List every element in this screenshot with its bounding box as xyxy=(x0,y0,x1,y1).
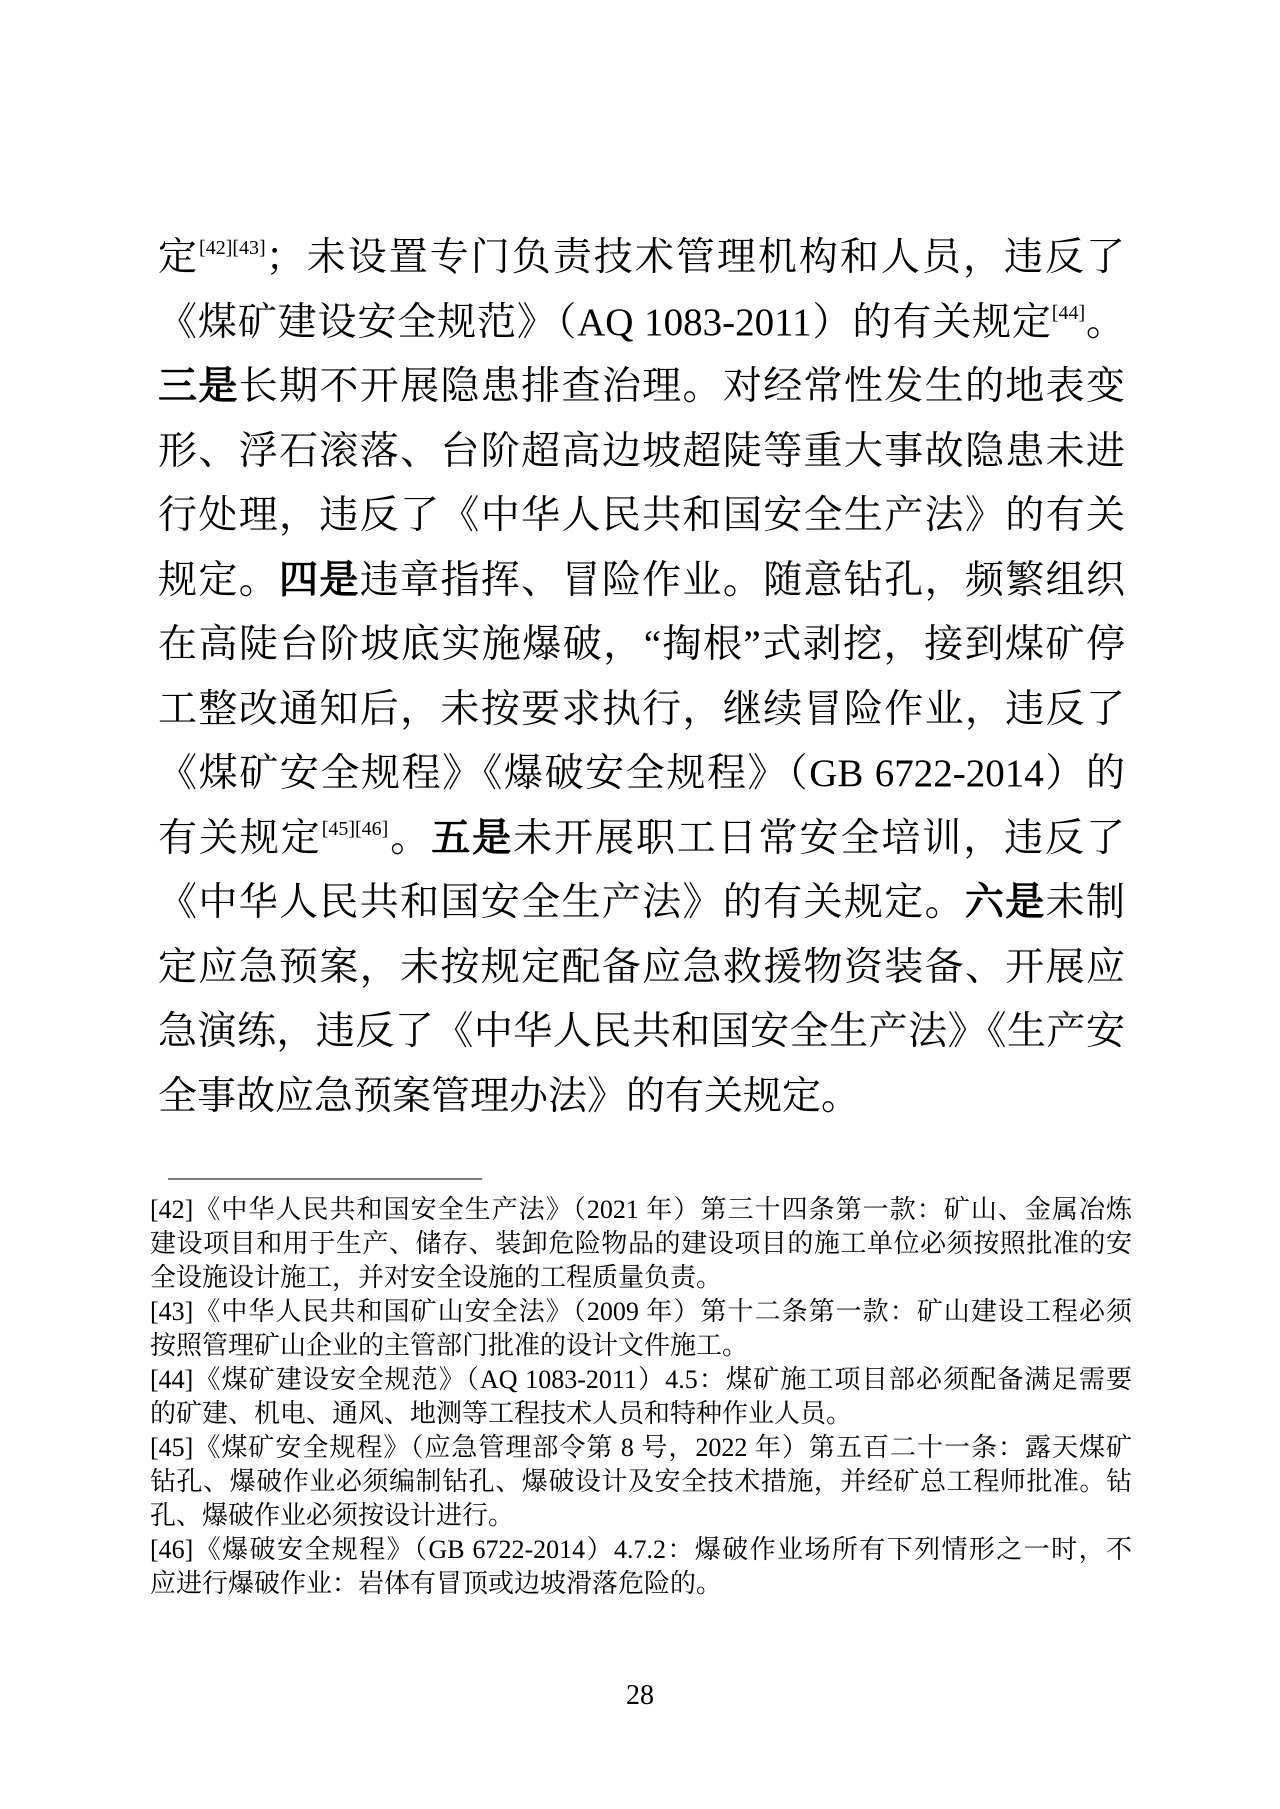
body-text-run: 《中华人民共和国安全生产法》的有关规定。 xyxy=(158,881,965,924)
body-emphasis: 五是 xyxy=(431,816,514,860)
footnote-line: 孔、爆破作业必须按设计进行。 xyxy=(150,1501,515,1530)
body-text-run: 长期不开展隐患排查治理。对经常性发生的地表变 xyxy=(238,365,1125,408)
body-line xyxy=(158,613,1125,678)
footnote-line: 应进行爆破作业：岩体有冒顶或边坡滑落危险的。 xyxy=(150,1569,723,1598)
footnote-line: 的矿建、机电、通风、地测等工程技术人员和特种作业人员。 xyxy=(150,1399,853,1428)
body-line xyxy=(158,1065,1125,1130)
body-line xyxy=(158,1000,1125,1065)
footnote-line: 全设施设计施工，并对安全设施的工程质量负责。 xyxy=(150,1263,723,1292)
body-line xyxy=(158,484,1125,549)
page-number: 28 xyxy=(626,1680,654,1711)
footnote-reference: [44] xyxy=(1051,301,1086,324)
footnote-item xyxy=(150,1295,1132,1363)
body-line xyxy=(158,226,1125,291)
body-emphasis: 四是 xyxy=(279,558,360,602)
footnote-line: [43]《中华人民共和国矿山安全法》（2009 年）第十二条第一款：矿山建设工程必须 xyxy=(150,1297,1132,1326)
body-text-run: 在高陡台阶坡底实施爆破，“掏根”式剥挖，接到煤矿停 xyxy=(158,623,1125,666)
body-line xyxy=(158,871,1125,936)
body-text-run: 。 xyxy=(388,816,432,860)
body-emphasis: 三是 xyxy=(158,365,239,408)
footnote-line: 建设项目和用于生产、储存、装卸危险物品的建设项目的施工单位必须按照批准的安 xyxy=(150,1229,1132,1258)
footnote-line: [44]《煤矿建设安全规范》（AQ 1083-2011）4.5：煤矿施工项目部必须配备满足需要 xyxy=(150,1365,1132,1394)
body-line xyxy=(158,355,1125,420)
footnote-item xyxy=(150,1533,1132,1601)
body-text-run: 行处理，违反了《中华人民共和国安全生产法》的有关 xyxy=(158,494,1125,537)
body-line xyxy=(158,678,1125,743)
footnotes-list xyxy=(150,1193,1132,1601)
body-text-run: 有关规定 xyxy=(158,816,322,860)
footnote-separator xyxy=(168,1178,482,1180)
body-text-run: 未开展职工日常安全培训，违反了 xyxy=(513,816,1125,860)
body-line xyxy=(158,742,1125,807)
body-text-run: ；未设置专门负责技术管理机构和人员，违反了 xyxy=(265,236,1125,279)
body-text-run: 定应急预案，未按规定配备应急救援物资装备、开展应 xyxy=(158,945,1125,989)
footnote-line: [45]《煤矿安全规程》（应急管理部令第 8 号，2022 年）第五百二十一条：露天煤矿 xyxy=(150,1433,1132,1462)
body-line xyxy=(158,291,1125,356)
body-text-run: 形、浮石滚落、台阶超高边坡超陡等重大事故隐患未进 xyxy=(158,429,1125,473)
body-line xyxy=(158,807,1125,872)
body-text-run: 违章指挥、冒险作业。随意钻孔，频繁组织 xyxy=(359,558,1125,602)
body-text-run: 未制 xyxy=(1045,881,1125,924)
footnote-line: [42]《中华人民共和国安全生产法》（2021 年）第三十四条第一款：矿山、金属冶炼 xyxy=(150,1195,1132,1224)
body-text-run: 。 xyxy=(1085,300,1125,344)
body-emphasis: 六是 xyxy=(964,881,1046,924)
footnote-line: [46]《爆破安全规程》（GB 6722-2014）4.7.2：爆破作业场所有下列情形之一时，不 xyxy=(150,1535,1132,1564)
body-text-run: 急演练，违反了《中华人民共和国安全生产法》《生产安 xyxy=(158,1010,1125,1053)
footnote-reference: [42][43] xyxy=(199,237,266,259)
body-text-run: 全事故应急预案管理办法》的有关规定。 xyxy=(158,1074,861,1118)
body-text-run: 《煤矿建设安全规范》（AQ 1083-2011）的有关规定 xyxy=(158,300,1052,344)
body-line xyxy=(158,936,1125,1001)
footnote-item xyxy=(150,1363,1132,1431)
body-text-run: 工整改通知后，未按要求执行，继续冒险作业，违反了 xyxy=(158,687,1125,731)
footnote-item xyxy=(150,1431,1132,1533)
footnote-item xyxy=(150,1193,1132,1295)
body-line xyxy=(158,420,1125,485)
footnote-line: 钻孔、爆破作业必须编制钻孔、爆破设计及安全技术措施，并经矿总工程师批准。钻 xyxy=(150,1467,1132,1496)
body-text-run: 定 xyxy=(158,236,200,279)
body-paragraph xyxy=(158,226,1125,1129)
body-text-run: 《煤矿安全规程》《爆破安全规程》（GB 6722-2014）的 xyxy=(158,752,1125,795)
body-line xyxy=(158,549,1125,614)
body-text-run: 规定。 xyxy=(158,558,280,602)
footnote-reference: [45][46] xyxy=(321,817,389,840)
footnote-line: 按照管理矿山企业的主管部门批准的设计文件施工。 xyxy=(150,1331,749,1360)
